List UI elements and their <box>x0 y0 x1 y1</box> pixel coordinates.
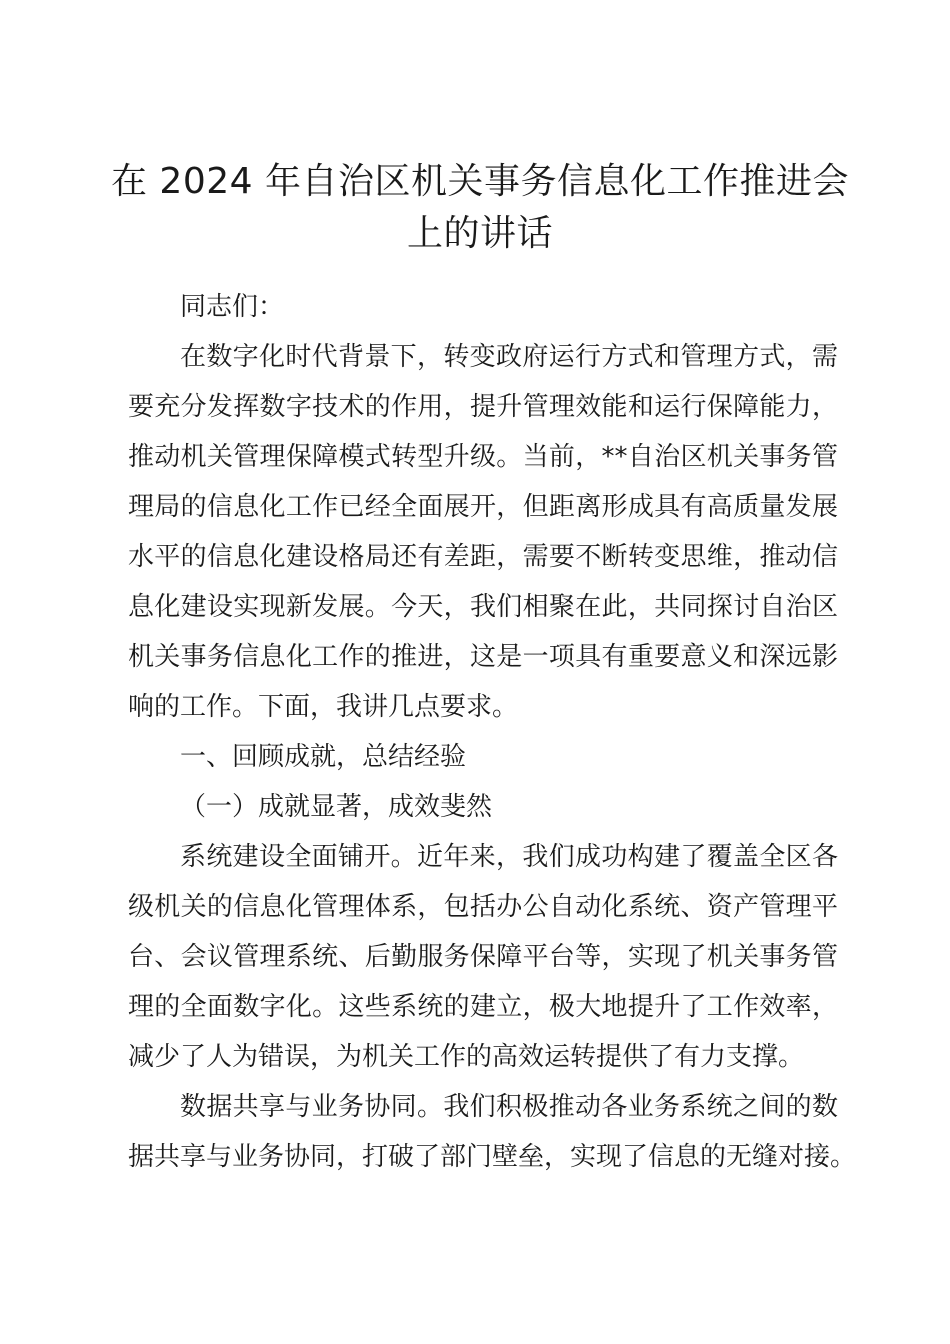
paragraph-line: 机关事务信息化工作的推进，这是一项具有重要意义和深远影 <box>128 642 838 672</box>
paragraph-line: 推动机关管理保障模式转型升级。当前，**自治区机关事务管 <box>128 442 838 472</box>
paragraph-line: 理的全面数字化。这些系统的建立，极大地提升了工作效率， <box>128 992 838 1022</box>
document-title <box>110 156 850 260</box>
subsection-heading: （一）成就显著，成效斐然 <box>180 792 493 822</box>
title-line-1: 在 2024 年自治区机关事务信息化工作推进会 <box>110 161 849 202</box>
paragraph-line: 减少了人为错误，为机关工作的高效运转提供了有力支撑。 <box>128 1042 805 1072</box>
paragraph-line: 在数字化时代背景下，转变政府运行方式和管理方式，需 <box>180 342 838 372</box>
salutation: 同志们： <box>180 292 285 322</box>
paragraph-line: 响的工作。下面，我讲几点要求。 <box>128 692 519 722</box>
paragraph-line: 理局的信息化工作已经全面展开，但距离形成具有高质量发展 <box>128 492 838 522</box>
paragraph-line: 数据共享与业务协同。我们积极推动各业务系统之间的数 <box>180 1092 838 1122</box>
paragraph-line: 据共享与业务协同，打破了部门壁垒，实现了信息的无缝对接。 <box>128 1142 857 1172</box>
paragraph-line: 要充分发挥数字技术的作用，提升管理效能和运行保障能力， <box>128 392 838 422</box>
section-heading: 一、回顾成就，总结经验 <box>180 742 467 772</box>
paragraph-line: 级机关的信息化管理体系，包括办公自动化系统、资产管理平 <box>128 892 838 922</box>
title-line-2: 上的讲话 <box>406 213 553 254</box>
paragraph-line: 水平的信息化建设格局还有差距，需要不断转变思维，推动信 <box>128 542 838 572</box>
paragraph-line: 息化建设实现新发展。今天，我们相聚在此，共同探讨自治区 <box>128 592 838 622</box>
paragraph-line: 系统建设全面铺开。近年来，我们成功构建了覆盖全区各 <box>180 842 838 872</box>
paragraph-line: 台、会议管理系统、后勤服务保障平台等，实现了机关事务管 <box>128 942 838 972</box>
document-body <box>128 282 857 1182</box>
